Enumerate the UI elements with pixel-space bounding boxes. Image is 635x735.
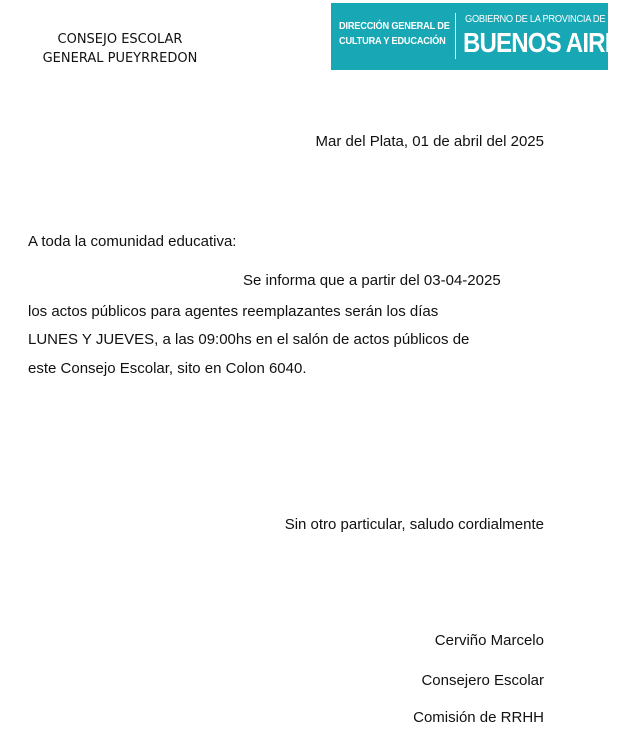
signature-department: Comisión de RRHH xyxy=(413,709,544,726)
logo-government-label: GOBIERNO DE LA PROVINCIA DE xyxy=(465,14,606,25)
organization-name-line2: GENERAL PUEYRREDON xyxy=(42,51,198,66)
body-line-1: Se informa que a partir del 03-04-2025 xyxy=(243,272,501,289)
body-line-4: este Consejo Escolar, sito en Colon 6040. xyxy=(28,360,307,377)
letter-date: Mar del Plata, 01 de abril del 2025 xyxy=(315,133,544,150)
body-line-2: los actos públicos para agentes reemplazantes serán los días xyxy=(28,303,439,320)
signature-name: Cerviño Marcelo xyxy=(434,632,544,649)
logo-directorate-line2: CULTURA Y EDUCACIÓN xyxy=(339,36,446,47)
logo-province-name: BUENOS AIRES xyxy=(463,27,635,58)
logo-divider xyxy=(455,13,456,59)
body-line-3: LUNES Y JUEVES, a las 09:00hs en el salón de actos públicos de xyxy=(28,331,470,348)
signature-role: Consejero Escolar xyxy=(421,672,544,689)
logo-directorate-text xyxy=(339,19,450,49)
government-logo xyxy=(331,3,635,70)
organization-name-line1: CONSEJO ESCOLAR xyxy=(57,32,183,47)
organization-name xyxy=(20,30,220,68)
letter-salutation: A toda la comunidad educativa: xyxy=(28,233,237,250)
logo-directorate-line1: DIRECCIÓN GENERAL DE xyxy=(339,21,450,32)
letter-closing: Sin otro particular, saludo cordialmente xyxy=(284,516,544,533)
